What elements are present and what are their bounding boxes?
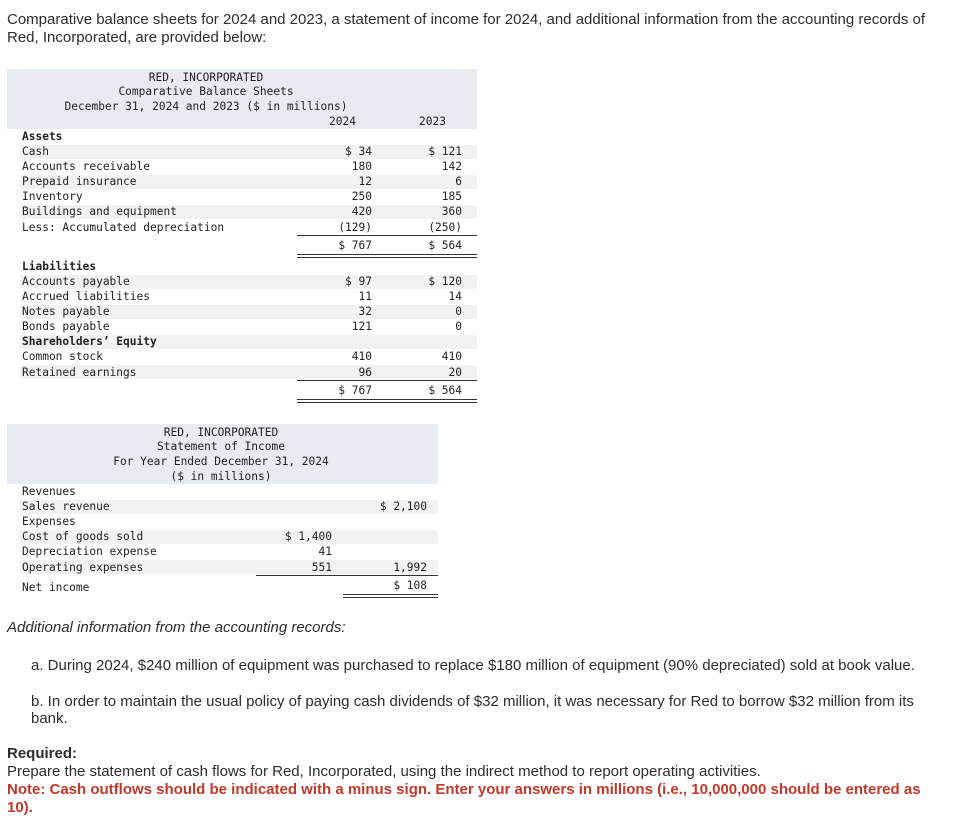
divider — [297, 254, 477, 255]
expense-label: Depreciation expense — [22, 545, 157, 558]
liability-label: Bonds payable — [22, 320, 110, 333]
liability-label: Accrued liabilities — [22, 290, 150, 303]
liability-2023: 0 — [455, 320, 462, 333]
asset-2023: (250) — [428, 221, 462, 234]
liability-label: Accounts payable — [22, 275, 130, 288]
is-period: For Year Ended December 31, 2024 — [113, 455, 329, 468]
asset-label: Buildings and equipment — [22, 205, 177, 218]
asset-2024: 180 — [351, 160, 372, 173]
total-le-2024: $ 767 — [338, 384, 372, 397]
liability-label: Notes payable — [22, 305, 110, 318]
liability-2024: $ 97 — [345, 275, 372, 288]
equity-2023: 20 — [448, 366, 462, 379]
divider — [297, 235, 477, 236]
liability-2024: 32 — [358, 305, 372, 318]
asset-2024: $ 34 — [345, 145, 372, 158]
expense-value: $ 1,400 — [284, 530, 332, 543]
divider — [297, 402, 477, 403]
equity-2023: 410 — [441, 350, 462, 363]
bs-col-2024: 2024 — [329, 115, 356, 128]
additional-heading: Additional information from the accounting records: — [7, 619, 346, 636]
asset-2024: 420 — [351, 205, 372, 218]
asset-2023: 360 — [441, 205, 462, 218]
is-units: ($ in millions) — [170, 470, 272, 483]
divider — [256, 575, 438, 576]
total-assets-2023: $ 564 — [428, 239, 462, 252]
liability-2024: 121 — [351, 320, 372, 333]
divider — [297, 380, 477, 381]
required-text: Prepare the statement of cash flows for Red, Incorporated, using the indirect method to report operating activities. — [7, 763, 761, 780]
equity-label: Common stock — [22, 350, 103, 363]
asset-2024: 250 — [351, 190, 372, 203]
expense-value: 551 — [311, 561, 332, 574]
is-company: RED, INCORPORATED — [163, 426, 279, 439]
divider — [343, 597, 438, 598]
asset-label: Inventory — [22, 190, 83, 203]
expense-label: Cost of goods sold — [22, 530, 144, 543]
required-label: Required: — [7, 745, 78, 762]
asset-2023: 6 — [455, 175, 462, 188]
liability-2023: 0 — [455, 305, 462, 318]
asset-2024: 12 — [358, 175, 372, 188]
asset-2023: $ 121 — [428, 145, 462, 158]
divider — [343, 594, 438, 595]
net-income-value: $ 108 — [393, 579, 427, 592]
liabilities-heading: Liabilities — [22, 260, 97, 273]
asset-2024: (129) — [338, 221, 372, 234]
asset-label: Accounts receivable — [22, 160, 150, 173]
sales-label: Sales revenue — [22, 500, 110, 513]
asset-2023: 185 — [441, 190, 462, 203]
divider — [297, 257, 477, 258]
additional-item-b: b. In order to maintain the usual policy of paying cash dividends of $32 million, it was necessary for Red to borrow $32 million from its bank. — [31, 693, 914, 727]
intro-text: Comparative balance sheets for 2024 and 2023, a statement of income for 2024, and additional information from the accounting records of Red, Incorporated, are provided below: — [7, 11, 926, 46]
total-le-2023: $ 564 — [428, 384, 462, 397]
bs-col-2023: 2023 — [419, 115, 446, 128]
liability-2024: 11 — [358, 290, 372, 303]
is-title: Statement of Income — [157, 440, 285, 453]
bs-company: RED, INCORPORATED — [148, 71, 264, 84]
bs-title: Comparative Balance Sheets — [118, 85, 294, 98]
asset-label: Prepaid insurance — [22, 175, 137, 188]
asset-2023: 142 — [441, 160, 462, 173]
total-expenses: 1,992 — [393, 561, 427, 574]
expense-value: 41 — [318, 545, 332, 558]
note-text: Note: Cash outflows should be indicated with a minus sign. Enter your answers in millions (i.e., 10,000,000 should be entered as 10). — [7, 781, 921, 816]
asset-label: Cash — [22, 145, 49, 158]
expense-label: Operating expenses — [22, 561, 144, 574]
divider — [297, 399, 477, 400]
sales-value: $ 2,100 — [379, 500, 427, 513]
bs-date: December 31, 2024 and 2023 ($ in millions) — [64, 100, 348, 113]
liability-2023: 14 — [448, 290, 462, 303]
liability-2023: $ 120 — [428, 275, 462, 288]
revenues-heading: Revenues — [22, 485, 76, 498]
equity-heading: Shareholders’ Equity — [22, 335, 157, 348]
expenses-heading: Expenses — [22, 515, 76, 528]
net-income-label: Net income — [22, 581, 90, 594]
assets-heading: Assets — [22, 130, 63, 143]
additional-item-a: a. During 2024, $240 million of equipment was purchased to replace $180 million of equipment (90% depreciated) sold at book value. — [31, 657, 915, 674]
equity-label: Retained earnings — [22, 366, 137, 379]
asset-label: Less: Accumulated depreciation — [22, 221, 225, 234]
equity-2024: 96 — [358, 366, 372, 379]
equity-2024: 410 — [351, 350, 372, 363]
total-assets-2024: $ 767 — [338, 239, 372, 252]
